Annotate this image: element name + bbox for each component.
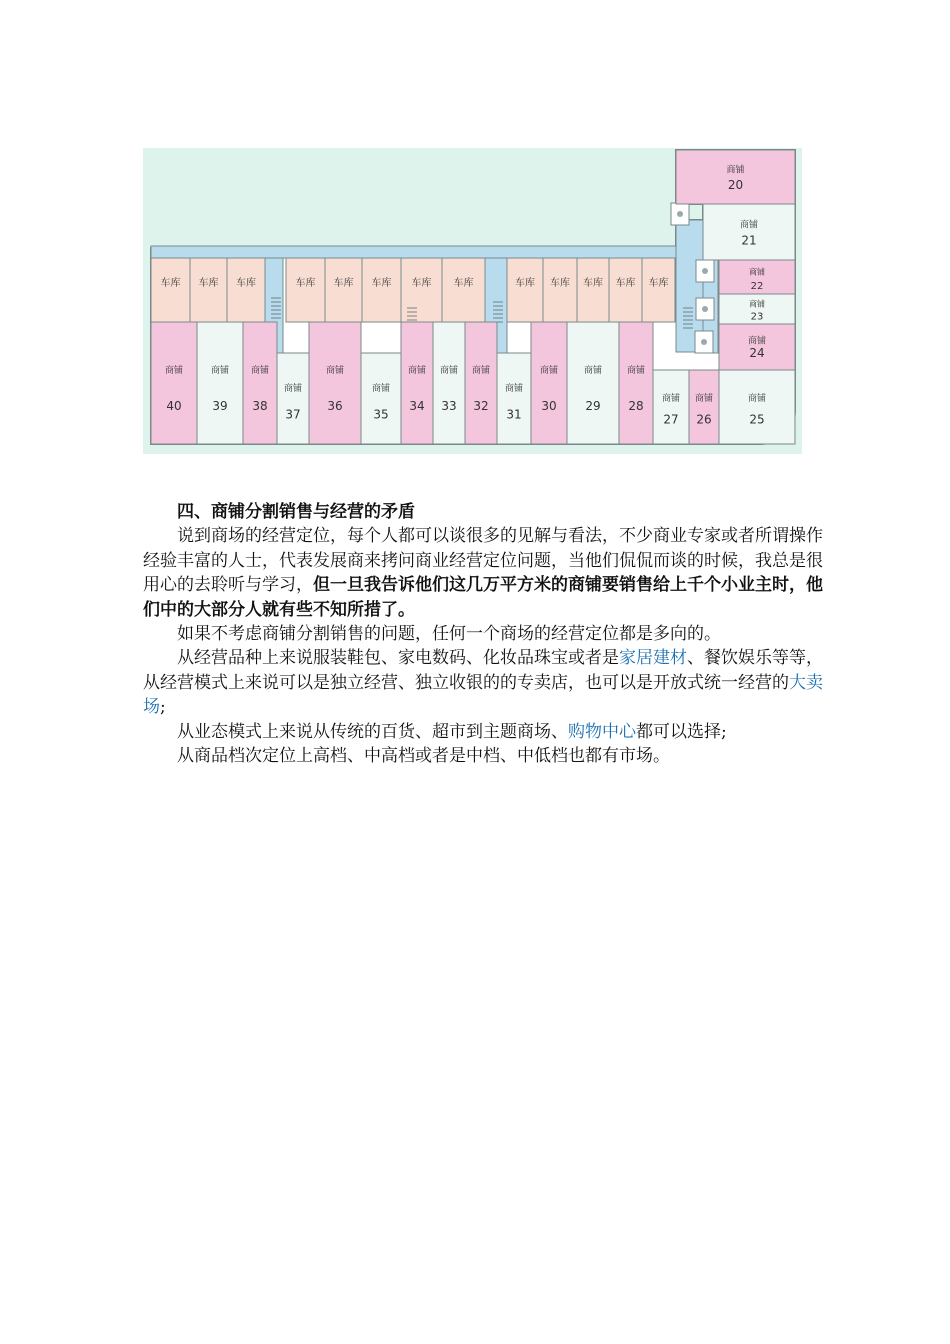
shop-cell [197,322,243,444]
shop-cell [689,370,719,444]
garage-cell [442,258,485,322]
shop-label: 商铺 [747,336,767,347]
shop-number: 21 [741,233,757,248]
garage-label: 车库 [295,278,316,289]
shop-number: 33 [441,398,457,413]
paragraph-4-text-b: 都可以选择; [636,721,727,742]
paragraph-5: 从商品档次定位上高档、中高档或者是中档、中低档也都有市场。 [177,746,670,767]
restroom-fixture [701,339,707,345]
paragraph-1 [143,524,823,622]
garage-label: 车库 [411,278,432,289]
paragraph-1-bold: 但一旦我告诉他们这几万平方米的商铺要销售给上千个小业主时，他们中的大部分人就有些不知所措了。 [143,575,823,620]
shop-label: 商铺 [371,384,391,395]
shop-number: 35 [373,407,389,422]
shop-label: 商铺 [325,366,345,377]
garage-cell [577,258,609,322]
shop-label: 商铺 [626,366,646,377]
garage-cell [507,258,543,322]
garage-cell [609,258,642,322]
garage-label: 车库 [198,278,219,289]
garage-label: 车库 [160,278,181,289]
shop-number: 36 [327,398,343,413]
shop-cell [309,322,361,444]
garage-label: 车库 [453,278,474,289]
shop-label: 商铺 [583,366,603,377]
paragraph-1-text: 说到商场的经营定位，每个人都可以谈很多的见解与看法，不少商业专家或者所谓操作经验丰富的人士，代表发展商来拷问商业经营定位问题，当他们侃侃而谈的时候，我总是很用心的去聆听与学习， [143,526,823,596]
shop-number: 23 [750,311,764,323]
link-home-building-materials[interactable]: 家居建材 [619,648,687,669]
shop-number: 38 [252,398,268,413]
corridor-north [151,246,676,258]
shop-number: 37 [285,407,301,422]
shop-number: 25 [749,412,765,427]
floor-plan-image [143,148,802,454]
shop-label: 商铺 [747,394,767,405]
garage-label: 车库 [615,278,636,289]
paragraph-3-text-a: 从经营品种上来说服装鞋包、家电数码、化妆品珠宝或者是 [177,648,619,669]
shop-label: 商铺 [283,384,303,395]
shop-number: 29 [585,398,601,413]
garage-cell [325,258,362,322]
paragraph-3 [143,646,823,719]
shop-label: 商铺 [471,366,491,377]
shop-cell [567,322,619,444]
garage-cell [151,258,190,322]
shop-cell [703,204,795,260]
garage-cell [190,258,227,322]
shop-number: 28 [628,398,644,413]
shop-number: 30 [541,398,557,413]
shop-label: 商铺 [210,366,230,377]
section-heading: 四、商铺分割销售与经营的矛盾 [177,502,415,522]
shop-label: 商铺 [739,220,759,231]
shop-label: 商铺 [694,394,714,405]
garage-label: 车库 [333,278,354,289]
shop-label: 商铺 [164,366,184,377]
link-hypermarket[interactable]: 大卖场 [143,672,823,718]
shop-label: 商铺 [504,384,524,395]
garage-label: 车库 [550,278,570,289]
shop-number: 20 [727,177,744,192]
article [143,500,823,768]
shop-cell [531,322,567,444]
shop-number: 24 [749,346,765,361]
shop-cell [401,322,433,444]
shop-label: 商铺 [749,267,765,277]
garage-cell [227,258,265,322]
garage-label: 车库 [236,278,256,289]
restroom-fixture [702,268,708,274]
garage-label: 车库 [371,278,392,289]
garage-label: 车库 [515,278,535,289]
paragraph-4-text-a: 从业态模式上来说从传统的百货、超市到主题商场、 [177,721,568,742]
shop-label: 商铺 [439,366,459,377]
paragraph-3-text-b: 、餐饮娱乐等等，从经营模式上来说可以是独立经营、独立收银的的专卖店，也可以是开放式统一经营的 [143,648,823,693]
shop-number: 26 [696,412,712,427]
garage-label: 车库 [583,278,603,289]
garage-cell [642,258,675,322]
shop-label: 商铺 [726,165,745,176]
shop-number: 39 [212,398,228,413]
link-shopping-center[interactable]: 购物中心 [568,721,636,742]
shop-number: 22 [750,280,764,292]
garage-cell [362,258,401,322]
garage-label: 车库 [648,278,669,289]
shop-label: 商铺 [661,394,681,405]
shop-cell [653,370,689,444]
paragraph-3-text-c: ; [160,697,166,718]
shop-cell [361,353,401,444]
shop-label: 商铺 [250,366,270,377]
paragraph-4 [143,720,823,744]
shop-cell [151,322,197,444]
shop-cell [433,322,465,444]
shop-number: 32 [473,398,489,413]
shop-cell [619,322,653,444]
shop-number: 40 [166,398,182,413]
shop-label: 商铺 [407,366,427,377]
shop-cell [719,370,795,444]
paragraph-2: 如果不考虑商铺分割销售的问题，任何一个商场的经营定位都是多向的。 [177,624,721,645]
shop-number: 27 [663,412,679,427]
garage-cell [543,258,577,322]
shop-number: 34 [409,398,425,413]
shop-cell [243,322,277,444]
shop-label: 商铺 [539,366,559,377]
garage-cell [286,258,325,322]
shop-cell [497,353,531,444]
shop-cell [277,353,309,444]
restroom-fixture [702,306,708,312]
shop-cell [465,322,497,444]
shop-number: 31 [506,407,522,422]
shop-label: 商铺 [749,299,765,309]
restroom-fixture [677,211,683,217]
